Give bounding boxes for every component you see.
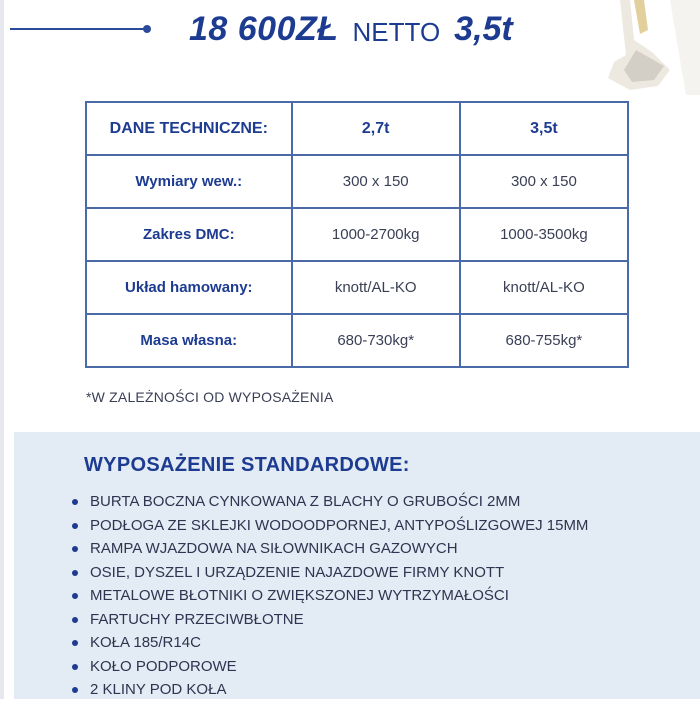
list-item [70,655,588,679]
standard-equipment-panel [14,432,700,699]
list-item [70,490,588,514]
list-item-text: FARTUCHY PRZECIWBŁOTNE [90,610,304,628]
list-item-text: KOŁA 185/R14C [90,634,201,651]
table-row-label: Wymiary wew.: [86,155,292,208]
bullet-icon [72,499,78,505]
list-item-text: RAMPA WJAZDOWA NA SIŁOWNIKACH GAZOWYCH [90,540,458,557]
bullet-icon [72,570,78,576]
price-netto: NETTO [352,16,441,47]
bullet-icon [72,546,78,552]
list-item-text: 2 KLINY POD KOŁA [90,681,227,698]
standard-equipment-list [70,490,588,702]
price-header [0,0,700,70]
decorative-line [10,28,145,30]
table-cell: 300 x 150 [460,155,628,208]
bullet-icon [72,640,78,646]
list-item [70,537,588,561]
specification-table [85,101,629,368]
table-header-cell: 2,7t [292,102,460,155]
table-cell: 680-755kg* [460,314,628,367]
list-item-text: BURTA BOCZNA CYNKOWANA Z BLACHY O GRUBOŚCI 2MM [90,493,521,510]
list-item-text: KOŁO PODPOROWE [90,657,237,675]
list-item [70,561,588,585]
table-cell: 680-730kg* [292,314,460,367]
bullet-icon [72,664,78,670]
table-header-cell: DANE TECHNICZNE: [86,102,292,155]
bullet-icon [72,523,78,529]
table-row [86,155,628,208]
page-edge [0,0,4,699]
decorative-dot [143,25,151,33]
list-item [70,631,588,655]
table-cell: 1000-3500kg [460,208,628,261]
table-row-label: Masa własna: [86,314,292,367]
table-cell: 300 x 150 [292,155,460,208]
price-amount: 18 600ZŁ [189,9,339,48]
list-item-text: PODŁOGA ZE SKLEJKI WODOODPORNEJ, ANTYPOŚLIZGOWEJ 15MM [90,516,589,534]
table-row-label: Zakres DMC: [86,208,292,261]
table-header-cell: 3,5t [460,102,628,155]
list-item-text: OSIE, DYSZEL I URZĄDZENIE NAJAZDOWE FIRMY KNOTT [90,563,505,581]
table-cell: knott/AL-KO [292,261,460,314]
bullet-icon [72,593,78,599]
bullet-icon [72,617,78,623]
standard-equipment-title: WYPOSAŻENIE STANDARDOWE: [84,454,410,476]
list-item-text: METALOWE BŁOTNIKI O ZWIĘKSZONEJ WYTRZYMAŁOŚCI [90,587,509,604]
price-weight: 3,5t [454,9,513,48]
table-footnote: *W ZALEŻNOŚCI OD WYPOSAŻENIA [86,389,334,405]
price-banner [189,0,513,58]
trailer-image-fragment [600,0,700,95]
table-row [86,208,628,261]
list-item [70,608,588,632]
table-header-row [86,102,628,155]
list-item [70,678,588,702]
list-item [70,584,588,608]
bullet-icon [72,687,78,693]
table-cell: 1000-2700kg [292,208,460,261]
table-cell: knott/AL-KO [460,261,628,314]
table-row [86,314,628,367]
table-row-label: Układ hamowany: [86,261,292,314]
list-item [70,514,588,538]
table-row [86,261,628,314]
